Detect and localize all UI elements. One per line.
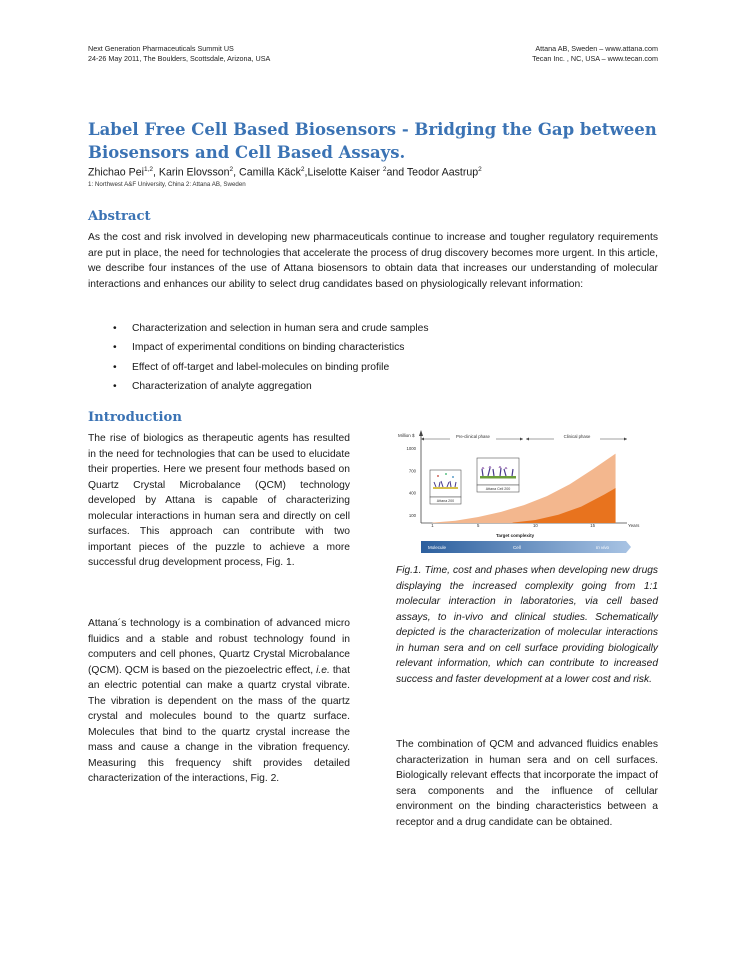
company-attana: Attana AB, Sweden – www.attana.com (535, 44, 658, 53)
page-header-right (532, 44, 658, 64)
author-affiliation-mark: 2 (300, 166, 305, 173)
figure-drug-development-chart (386, 424, 646, 556)
affiliations: 1: Northwest A&F University, China 2: Attana AB, Sweden (88, 181, 246, 188)
x-tick-label: 1 (431, 523, 434, 528)
intro-paragraph-3: The combination of QCM and advanced fluidics enables characterization in human sera and on cell surfaces. Biologically relevant effects that incorporate the impact of sera components and the influence of cellular environment on the binding characteristics between a receptor and a drug candidate can be obtained. (396, 739, 658, 828)
author-affiliation-mark: 2 (478, 166, 482, 173)
preclinical-phase-label: Pre-clinical phase (456, 434, 490, 439)
x-axis-years-label: Years (628, 523, 640, 528)
sensor-surface (433, 487, 458, 489)
author-affiliation-mark: 2 (382, 166, 387, 173)
author-name: Zhichao Pei (88, 166, 144, 179)
molecule-dot (445, 473, 447, 475)
attana-200-illustration (430, 470, 461, 504)
clinical-phase-label: Clinical phase (563, 434, 591, 439)
cell-surface (480, 476, 516, 479)
author-name: and Teodor Aastrup (386, 166, 479, 179)
bar-label-molecule: Molecule (428, 545, 447, 550)
abstract-text: As the cost and risk involved in developing new pharmaceuticals continue to increase and tougher regulatory requirements are put in place, the need for technologies that accelerate the process of drug discovery becomes more urgent. In this article, we describe four instances of the use of Attana biosensors to obtain data that increases our understanding of molecular interactions and enhances our ability to select drug candidates based on physiologically relevant information: (88, 232, 658, 290)
preclinical-arrowhead-right (520, 438, 523, 441)
author-affiliation-mark: 1,2 (143, 166, 153, 173)
author-list (88, 166, 482, 179)
bullet-item: • Characterization of analyte aggregation (113, 377, 429, 396)
clinical-arrowhead-left (526, 438, 529, 441)
paragraph-text: Attana´s technology is a combination of advanced micro fluidics and a stable and robust technology found in computers and cell phones, Quartz Crystal Microbalance (QCM). QCM is based on the piezoelectric effect, (88, 618, 350, 676)
bullet-item: • Effect of off-target and label-molecules on binding profile (113, 358, 429, 377)
author-name: ,Liselotte Kaiser (304, 166, 383, 179)
introduction-heading: Introduction (88, 410, 182, 425)
y-axis-arrow (419, 430, 423, 436)
author-name: , Camilla Käck (233, 166, 301, 179)
bullet-item: • Impact of experimental conditions on binding characteristics (113, 338, 429, 357)
bar-label-cell: Cell (513, 545, 521, 550)
abstract-bullet-list (113, 319, 429, 397)
figure-caption: Fig.1. Time, cost and phases when developing new drugs displaying the increased complexity going from 1:1 molecular interaction in laboratories, via cell based assays, to in-vivo and clinical studies. Schematically depicted is the characterization of molecular interactions in human sera and on cell surface providing biologically relevant information, which can contribute to increased success and faster development at a lower cost and risk. (396, 565, 658, 685)
attana-200-label: Attana 200 (436, 499, 455, 503)
y-tick-label: 400 (408, 490, 416, 496)
x-tick-label: 5 (477, 523, 480, 528)
y-tick-label: 100 (408, 513, 416, 519)
attana-cell-200-label: Attana Cell 200 (485, 487, 511, 491)
y-tick-label: 1000 (406, 445, 416, 451)
molecule-dot (437, 475, 439, 477)
y-axis-unit-label: Million $ (398, 433, 415, 438)
y-tick-label: 700 (408, 468, 416, 474)
x-tick-label: 10 (533, 523, 538, 528)
paper-title: Label Free Cell Based Biosensors - Bridging the Gap between Biosensors and Cell Based Assays. (88, 120, 657, 162)
clinical-arrowhead-right (624, 438, 627, 441)
intro-paragraph-2 (88, 616, 350, 787)
preclinical-arrowhead-left (421, 438, 424, 441)
abstract-heading: Abstract (88, 209, 151, 224)
paragraph-text: that an electric potential can make a quartz crystal vibrate. The vibration is dependent on the mass of the quartz crystal and molecules bound to the quartz surface. Molecules that bind to the quartz crystal increase the mass and cause a change in the vibration frequency. Measuring this frequency shift provides detailed characterization of the interactions, Fig. 2. (88, 664, 350, 784)
x-tick-label: 15 (590, 523, 596, 528)
attana-cell-200-illustration (477, 458, 519, 492)
author-name: , Karin Elovsson (153, 166, 230, 179)
bar-label-in-vivo: In vivo (596, 545, 610, 550)
paragraph-italic: i.e. (316, 664, 330, 676)
conference-date-location: 24-26 May 2011, The Boulders, Scottsdale, Arizona, USA (88, 54, 271, 63)
intro-paragraph-1: The rise of biologics as therapeutic agents has resulted in the need for technologies that can be used to elucidate their properties. Here we present four methods based on Quartz Crystal Microbalance (QCM) technology developed by Attana is capable of characterizing molecular interactions in human sera and directly on cell surfaces. This approach can contribute with two important pieces of the puzzle to achieve a more successful drug development process, Fig. 1. (88, 433, 350, 568)
bullet-item: • Characterization and selection in human sera and crude samples (113, 319, 429, 338)
x-tick-labels (431, 523, 595, 528)
y-tick-labels (406, 446, 416, 518)
page-header-left (88, 44, 270, 64)
conference-name: Next Generation Pharmaceuticals Summit US (88, 44, 234, 53)
molecule-dot (452, 476, 454, 478)
x-axis-label: Target complexity (496, 533, 535, 538)
company-tecan: Tecan Inc. , NC, USA – www.tecan.com (532, 54, 658, 63)
author-affiliation-mark: 2 (229, 166, 234, 173)
